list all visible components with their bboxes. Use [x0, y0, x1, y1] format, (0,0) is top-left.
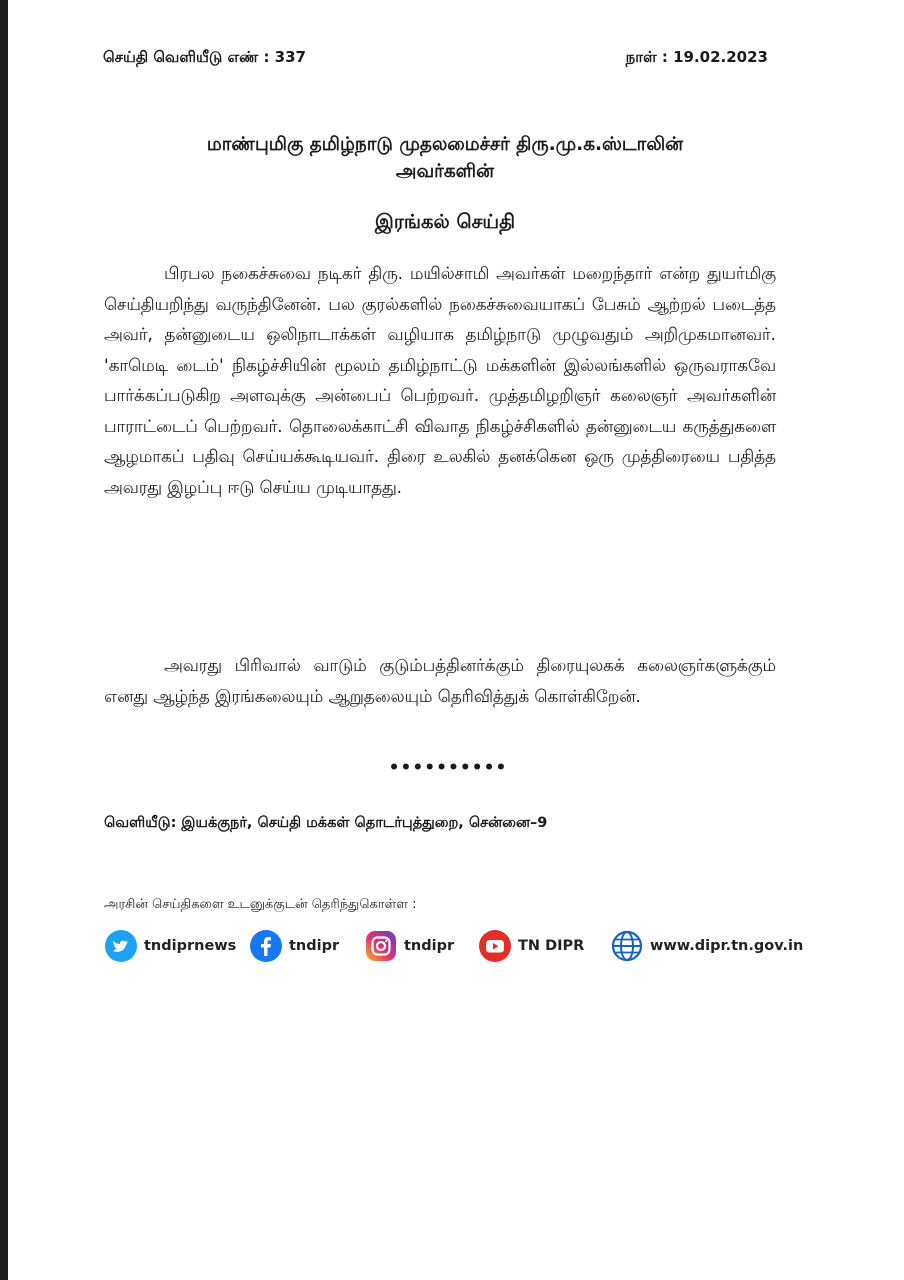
- body-paragraph-2: அவரது பிரிவால் வாடும் குடும்பத்தினர்க்கும் திரையுலகக் கலைஞர்களுக்கும் எனது ஆழ்ந்த இரங்கலையும் ஆறுதலையும் தெரிவித்துக் கொள்கிறேன்.: [104, 655, 776, 706]
- twitter-icon: [104, 929, 138, 963]
- social-website[interactable]: [610, 928, 803, 964]
- social-facebook[interactable]: [249, 928, 339, 964]
- title-condolence: இரங்கல் செய்தி: [374, 210, 516, 233]
- globe-icon: [610, 929, 644, 963]
- social-label: tndipr: [404, 938, 455, 954]
- social-instagram[interactable]: [364, 928, 454, 964]
- title-line-2: அவர்களின்: [395, 161, 495, 182]
- left-page-edge: [0, 0, 8, 1280]
- youtube-icon: [478, 929, 512, 963]
- social-label: tndipr: [289, 938, 340, 954]
- social-label: tndiprnews: [144, 938, 237, 954]
- social-twitter[interactable]: [104, 928, 236, 964]
- release-number: செய்தி வெளியீடு எண் : 337: [103, 48, 306, 66]
- issued-by: வெளியீடு: இயக்குநர், செய்தி மக்கள் தொடர்புத்துறை, சென்னை–9: [104, 815, 548, 831]
- social-label: TN DIPR: [518, 938, 585, 954]
- body-paragraph-1: பிரபல நகைச்சுவை நடிகர் திரு. மயில்சாமி அவர்கள் மறைந்தார் என்ற துயர்மிகு செய்தியறிந்து வருந்தினேன். பல குரல்களில் நகைச்சுவையாகப் பேசும் ஆற்றல் படைத்த அவர், தன்னுடைய ஒலிநாடாக்கள் வழியாக தமிழ்நாடு முழுவதும் அறிமுகமானவர். 'காமெடி டைம்' நிகழ்ச்சியின் மூலம் தமிழ்நாட்டு மக்களின் இல்லங்களில் ஒருவராகவே பார்க்கப்படுகிற அளவுக்கு அன்பைப் பெற்றவர். முத்தமிழறிஞர் கலைஞர் அவர்களின் பாராட்டைப் பெற்றவர். தொலைக்காட்சி விவாத நிகழ்ச்சிகளில் தன்னுடைய கருத்துகளை ஆழமாகப் பதிவு செய்யக்கூடியவர். திரை உலகில் தனக்கென ஒரு முத்திரையை பதித்த அவரது இழப்பு ஈடு செய்ய முடியாதது.: [104, 263, 776, 497]
- press-release-page: [8, 0, 904, 1280]
- title-line-1: மாண்புமிகு தமிழ்நாடு முதலமைச்சர் திரு.மு.க.ஸ்டாலின்: [206, 134, 684, 155]
- separator-dots: ••••••••••: [388, 758, 508, 778]
- follow-text: அரசின் செய்திகளை உடனுக்குடன் தெரிந்துகொள்ள :: [104, 897, 417, 912]
- release-date: நாள் : 19.02.2023: [625, 48, 768, 66]
- facebook-icon: [249, 929, 283, 963]
- social-label: www.dipr.tn.gov.in: [650, 938, 804, 954]
- social-youtube[interactable]: [478, 928, 584, 964]
- instagram-icon: [364, 929, 398, 963]
